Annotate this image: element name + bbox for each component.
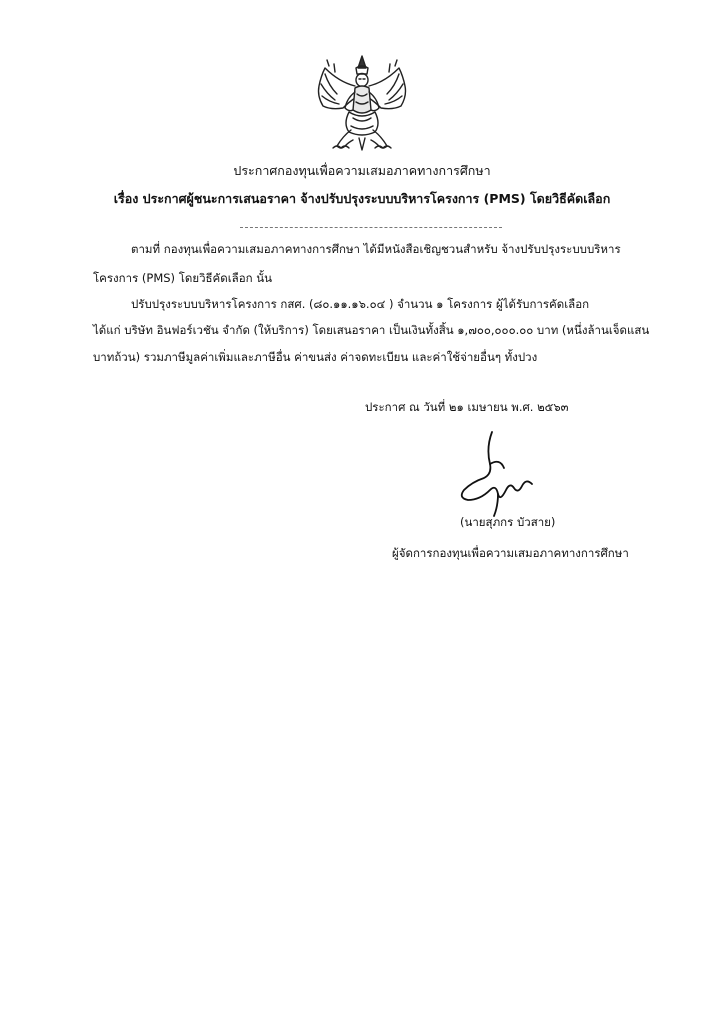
- paragraph-2-line-3: บาทถ้วน) รวมภาษีมูลค่าเพิ่มและภาษีอื่น ค่าขนส่ง ค่าจดทะเบียน และค่าใช้จ่ายอื่นๆ ทั้งปวง: [93, 350, 538, 364]
- paragraph-1-line-2: โครงการ (PMS) โดยวิธีคัดเลือก นั้น: [93, 271, 272, 285]
- announcement-title: ประกาศกองทุนเพื่อความเสมอภาคทางการศึกษา: [233, 163, 491, 178]
- handwritten-signature: [446, 428, 546, 520]
- announcement-subject: เรื่อง ประกาศผู้ชนะการเสนอราคา จ้างปรับปรุงระบบบริหารโครงการ (PMS) โดยวิธีคัดเลือก: [113, 191, 611, 206]
- paragraph-2-line-1: ปรับปรุงระบบบริหารโครงการ กสศ. (๘๐.๑๑.๑๖.๐๔ ) จำนวน ๑ โครงการ ผู้ได้รับการคัดเลือก: [131, 297, 590, 311]
- divider: [240, 227, 502, 228]
- paragraph-2-line-2: ได้แก่ บริษัท อินฟอร์เวชัน จำกัด (ให้บริการ) โดยเสนอราคา เป็นเงินทั้งสิ้น ๑,๗๐๐,๐๐๐.๐๐ บาท (หนึ่งล้านเจ็ดแสน: [93, 323, 650, 337]
- garuda-emblem: [309, 52, 415, 156]
- signatory-position: ผู้จัดการกองทุนเพื่อความเสมอภาคทางการศึกษา: [392, 546, 629, 560]
- paragraph-1-line-1: ตามที่ กองทุนเพื่อความเสมอภาคทางการศึกษา ได้มีหนังสือเชิญชวนสำหรับ จ้างปรับปรุงระบบบริหาร: [131, 242, 621, 256]
- signatory-name: (นายสุภกร บัวสาย): [460, 515, 556, 529]
- announcement-date: ประกาศ ณ วันที่ ๒๑ เมษายน พ.ศ. ๒๕๖๓: [365, 400, 569, 414]
